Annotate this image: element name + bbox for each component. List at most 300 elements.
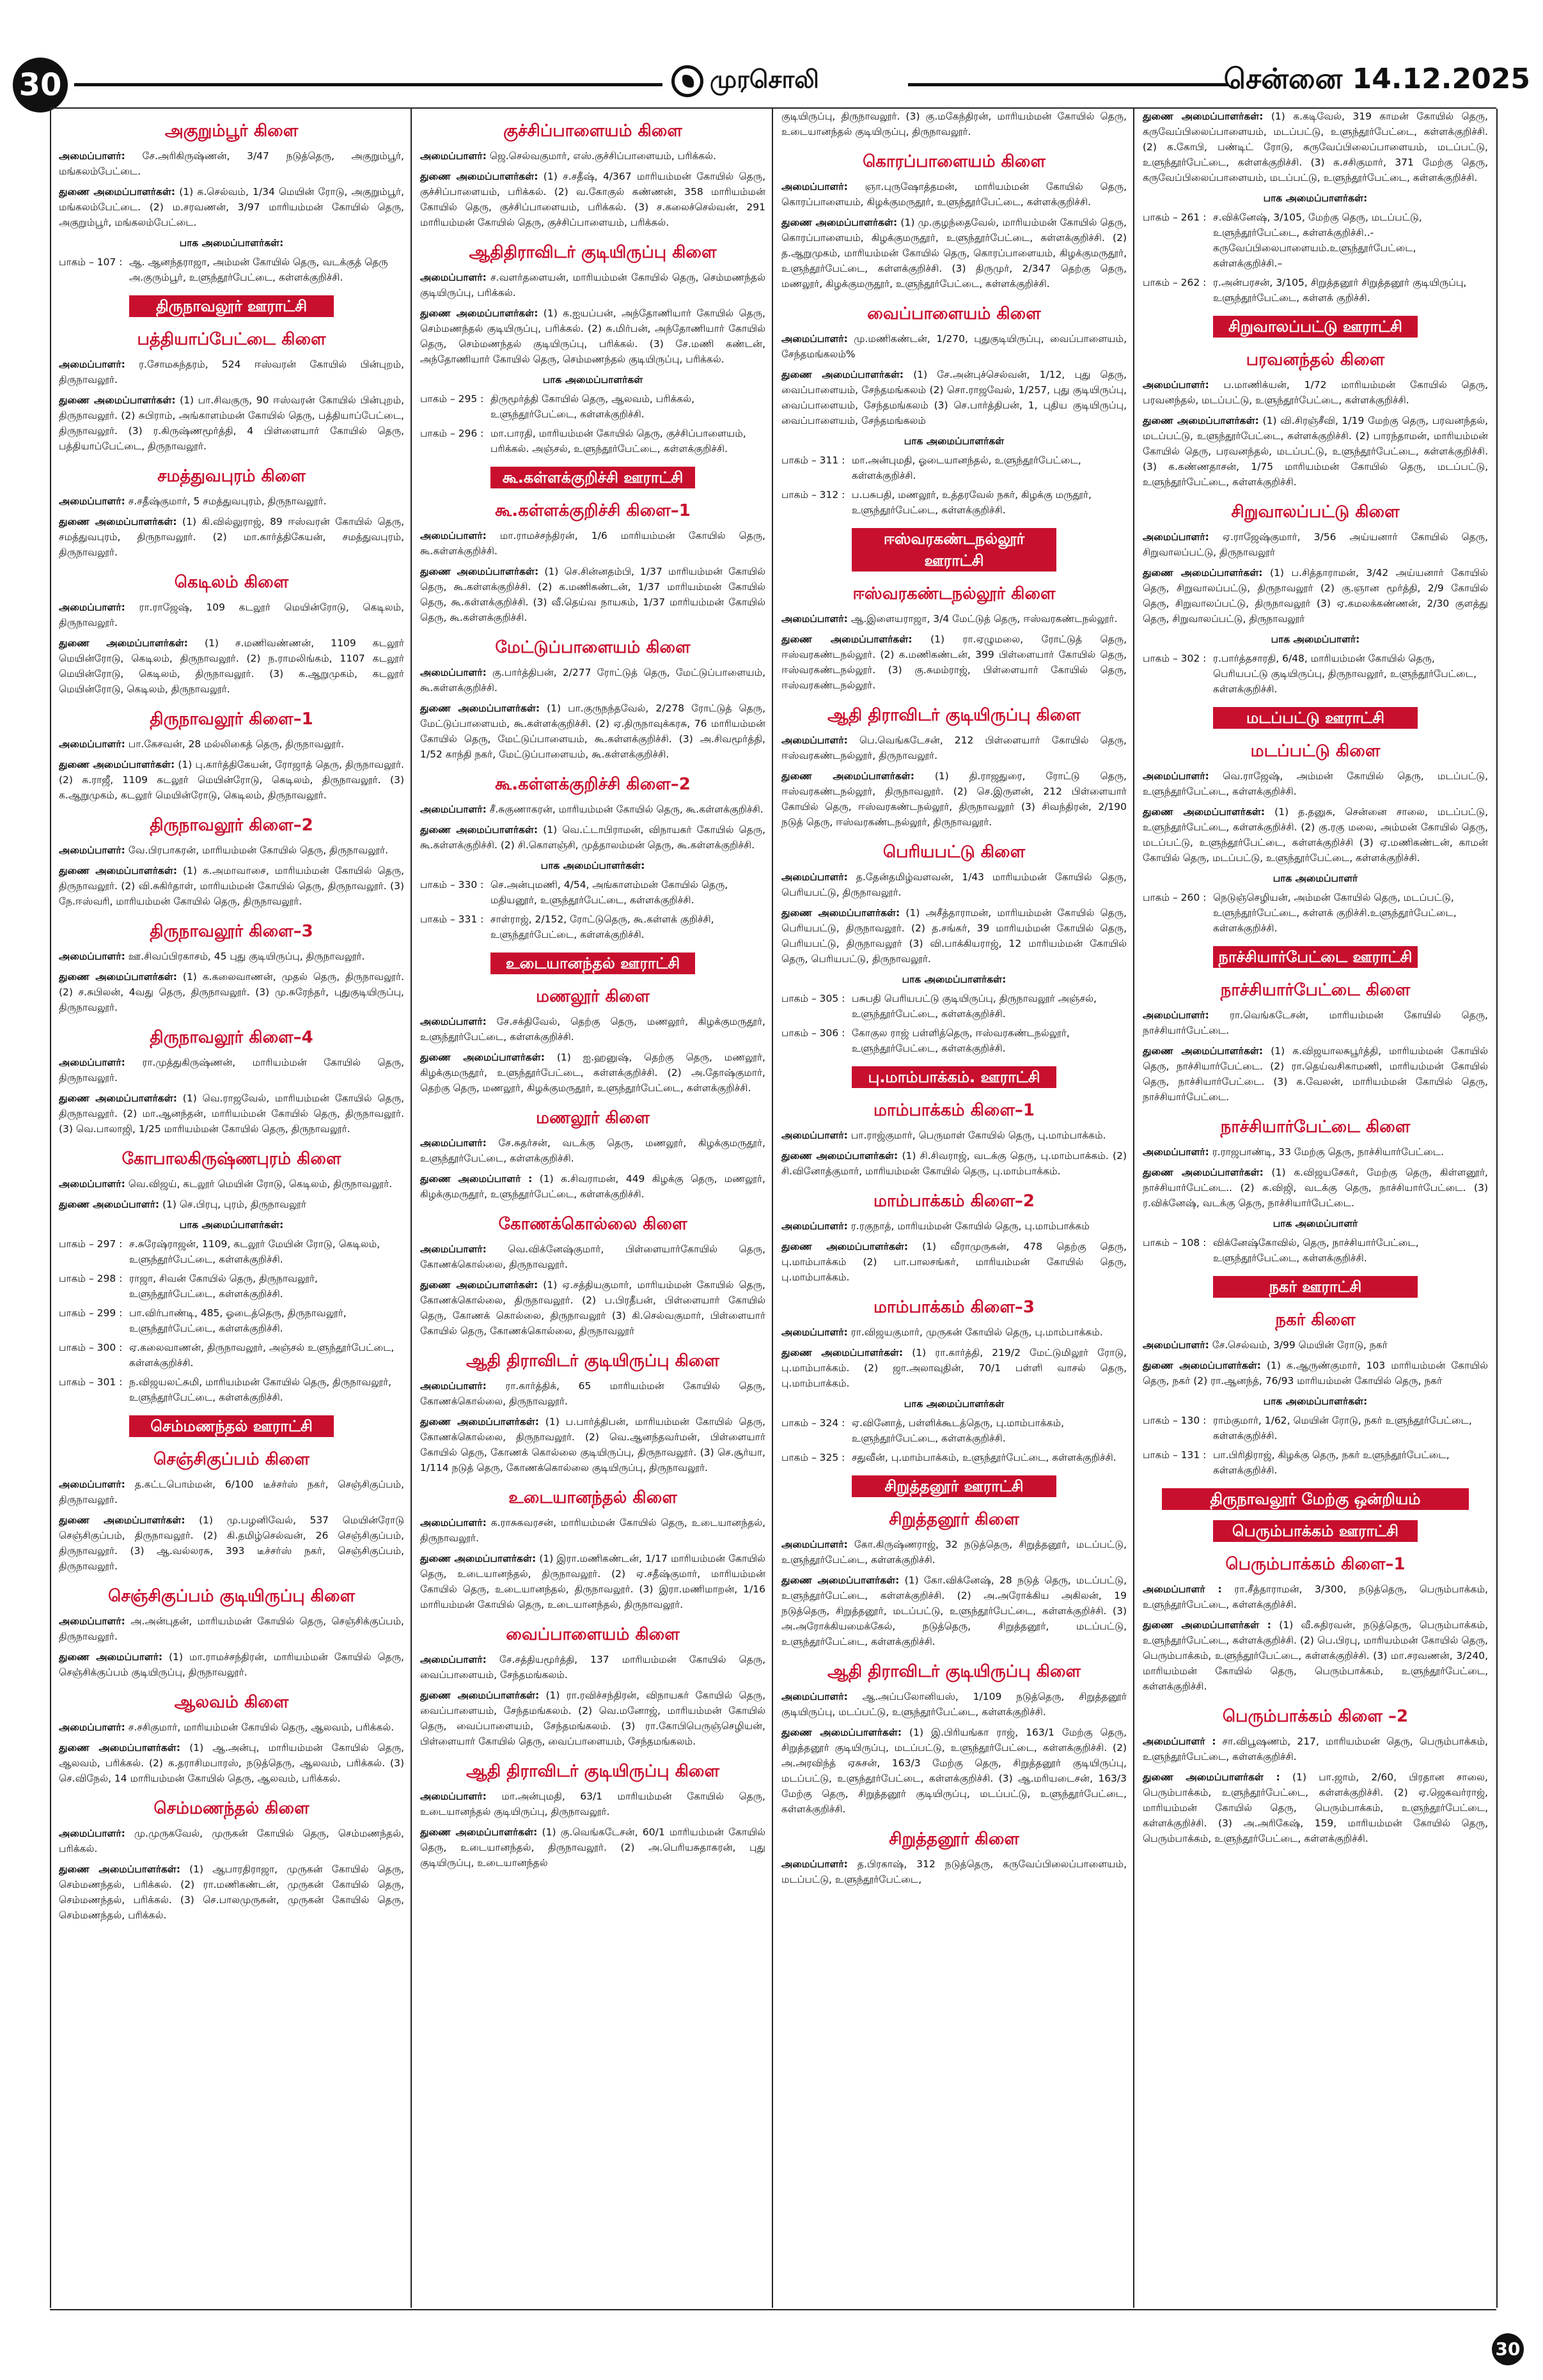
booth-subheading: பாக அமைப்பாளர் — [1273, 873, 1358, 884]
member-entry — [781, 1148, 1127, 1179]
member-entry — [420, 822, 765, 853]
panchayat-band: நகர் ஊராட்சி — [1213, 1276, 1418, 1298]
booth-number: பாகம் – 262 : — [1143, 277, 1207, 288]
booth-number: பாகம் – 130 : — [1143, 1415, 1207, 1426]
booth-number: பாகம் – 298 : — [59, 1273, 123, 1284]
member-details: அ.அன்புதன், மாரியம்மன் கோயில் தெரு, செஞ்சிக்குப்பம், திருநாவலூர். — [59, 1615, 404, 1642]
role-label: துணை அமைப்பாளர்கள்: — [420, 307, 538, 319]
member-entry — [1143, 804, 1488, 866]
panchayat-band: ஈஸ்வரகண்டநல்லூர் ஊராட்சி — [852, 528, 1056, 572]
member-entry — [1143, 1734, 1488, 1764]
booth-entry — [420, 877, 765, 908]
role-label: அமைப்பாளர்: — [781, 735, 848, 746]
booth-entry — [59, 1305, 404, 1336]
booth-address: ப.பசுபதி, மணலூர், உத்தரவேல் நகர், கிழக்கு மருதூர், உளுந்தூர்பேட்டை, கள்ளக்குறிச்சி. — [852, 489, 1092, 516]
booth-address: ஏ.கலைவாணன், திருநாவலூர், அஞ்சல் உளுந்தூர்பேட்டை, கள்ளக்குறிச்சி. — [129, 1342, 395, 1369]
member-details: வே.பிரபாகரன், மாரியம்மன் கோயில் தெரு, திருநாவலூர். — [128, 844, 389, 856]
member-details: (1) வி.சிரஞ்சீவி, 1/19 மேற்கு தெரு, பரவனந்தல், மடப்பட்டு, உளுந்தூர்பேட்டை, கள்ளக்குறிச்சி. (2) பாரந்தாமன், மாரியம்மன் கோயில் தெரு, பரவனந்தல், மடப்பட்டு, உளுந்தூர்பேட்டை, கள்ளக்குறிச்சி. (3) க.கண்ணதாசன், 1/75 மாரியம்மன் கோயில் தெரு, மடப்பட்டு, உளுந்தூர்பேட்டை, கள்ளக்குறிச்சி. — [1143, 415, 1488, 488]
branch-heading: ஈஸ்வரகண்டநல்லூர் கிளை — [852, 584, 1056, 603]
member-entry — [420, 306, 765, 367]
role-label: துணை அமைப்பாளர்கள்: — [420, 824, 538, 836]
branch-heading: மேட்டுப்பாளையம் கிளை — [495, 638, 691, 657]
member-details: ஆ.அப்பலோனியஸ், 1/109 நடுத்தெரு, சிறுத்தனூர் குடியிருப்பு, மடப்பட்டு, உளுந்தூர்பேட்டை, கள்ளக்குறிச்சி. — [781, 1691, 1127, 1718]
role-label: துணை அமைப்பாளர்கள்: — [420, 1690, 540, 1701]
member-entry — [59, 1740, 404, 1786]
booth-entry — [1143, 275, 1488, 306]
role-label: துணை அமைப்பாளர்கள் : — [1143, 1619, 1272, 1631]
member-entry — [781, 1856, 1127, 1887]
booth-entry — [781, 453, 1127, 483]
member-entry — [59, 757, 404, 803]
role-label: அமைப்பாளர்: — [420, 1791, 487, 1802]
booth-number: பாகம் – 302 : — [1143, 653, 1207, 664]
member-details: சீ.சுகுணாகரன், மாரியம்மன் கோயில் தெரு, கூ.கள்ளக்குறிச்சி. — [489, 804, 764, 815]
member-entry — [59, 1091, 404, 1137]
member-entry — [420, 1652, 765, 1683]
member-entry — [1143, 565, 1488, 626]
role-label: துணை அமைப்பாளர்கள்: — [781, 1575, 900, 1586]
member-details: (1) பு.கார்த்திகேயன், ரோஜாத் தெரு, திருநாவலூர். (2) க.ராஜீ, 1109 கடலூர் மெயின்ரோடு, கெடிலம், திருநாவலூர். (3) க.ஆறுமுகம், கடலூர் மெயின்ரோடு, கெடிலம், திருநாவலூர். — [59, 759, 404, 801]
branch-heading: குச்சிப்பாளையம் கிளை — [503, 121, 682, 141]
member-entry — [59, 514, 404, 560]
panchayat-band: திருநாவலூர் ஊராட்சி — [129, 295, 334, 317]
member-entry — [59, 148, 404, 179]
booth-subheading: பாக அமைப்பாளர்கள் — [904, 1398, 1005, 1410]
member-details: பா.ராஜ்குமார், பெருமாள் கோயில் தெரு, பு.மாம்பாக்கம். — [850, 1130, 1106, 1141]
role-label: அமைப்பாளர்: — [781, 333, 848, 345]
role-label: அமைப்பாளர்: — [781, 1691, 848, 1702]
member-details: ரா.சீத்தாராமன், 3/300, நடுத்தெரு, பெரும்பாக்கம், உளுந்தூர்பேட்டை, கள்ளக்குறிச்சி. — [1143, 1583, 1488, 1610]
member-entry — [1143, 1165, 1488, 1211]
branch-heading: மாம்பாக்கம் கிளை–3 — [873, 1298, 1035, 1317]
role-label: அமைப்பாளர்: — [59, 1615, 125, 1627]
branch-heading: பெரும்பாக்கம் கிளை–1 — [1225, 1555, 1406, 1574]
role-label: துணை அமைப்பாளர்கள்: — [1143, 567, 1263, 579]
booth-address: கோகுல ராஜ் பள்ளித்தெரு, ஈஸ்வரகண்டநல்லூர், உளுந்தூர்பேட்டை, கள்ளக்குறிச்சி. — [852, 1027, 1070, 1054]
branch-heading: நகர் கிளை — [1275, 1311, 1356, 1330]
member-entry — [1143, 1769, 1488, 1846]
member-entry — [781, 1537, 1127, 1567]
booth-entry — [1143, 210, 1488, 271]
member-details: கு.பார்த்திபன், 2/277 ரோட்டுத் தெரு, மேட்டுப்பாளையம், கூ.கள்ளக்குறிச்சி. — [420, 667, 765, 694]
role-label: துணை அமைப்பாளர்கள்: — [1143, 1167, 1264, 1178]
role-label: துணை அமைப்பாளர்கள்: — [781, 369, 904, 380]
member-entry — [1143, 1582, 1488, 1612]
member-entry — [420, 148, 765, 164]
booth-number: பாகம் – 311 : — [781, 455, 845, 466]
member-details: ர.ரகுநாத், மாரியம்மன் கோயில் தெரு, பு.மாம்பாக்கம் — [850, 1220, 1090, 1232]
role-label: அமைப்பாளர்: — [420, 272, 487, 283]
role-label: துணை அமைப்பாளர்கள்: — [781, 1150, 898, 1162]
role-label: அமைப்பாளர்: — [420, 804, 487, 815]
branch-heading: கொரப்பாளையம் கிளை — [863, 152, 1046, 171]
role-label: அமைப்பாளர்: — [420, 1137, 487, 1149]
member-entry — [420, 1241, 765, 1272]
branch-heading: திருநாவலூர் கிளை–2 — [150, 816, 313, 835]
member-details: (1) க.விஜயாலசுபூர்த்தி, மாரியம்மன் கோயில் தெரு, நாச்சியார்பேட்டை. (2) ரா.தெய்வசிகாமணி, மாரியம்மன் கோயில் தெரு, நாச்சியார்பேட்டை. (3) க.வேலன், மாரியம்மன் கோயில் தெரு, நாச்சியார்பேட்டை. — [1143, 1045, 1488, 1103]
member-entry — [420, 169, 765, 230]
role-label: அமைப்பாளர்: — [59, 1828, 125, 1839]
member-entry — [420, 564, 765, 625]
branch-heading: நாச்சியார்பேட்டை கிளை — [1220, 1117, 1411, 1137]
member-details: (1) க.ஆருண்குமார், 103 மாரியம்மன் கோயில் தெரு, நகர் (2) ரா.ஆனந்த், 76/93 மாரியம்மன் கோயில் தெரு, நகர் — [1143, 1360, 1488, 1387]
branch-heading: மணலூர் கிளை — [536, 987, 650, 1006]
booth-subheading: பாக அமைப்பாளர்கள்: — [179, 237, 284, 249]
role-label: அமைப்பாளர்: — [420, 530, 487, 541]
booth-address: ர.அன்பரசன், 3/105, சிறுத்தனூர் சிறுத்தனூர் குடியிருப்பு, உளுந்தூர்பேட்டை, கள்ளக் குறிச்சி. — [1213, 277, 1467, 304]
booth-entry — [420, 912, 765, 942]
booth-address: மா.அன்புமதி, ஓடையானந்தல், உளுந்தூர்பேட்டை, கள்ளக்குறிச்சி. — [852, 455, 1081, 481]
member-details: மா.ராமச்சந்திரன், 1/6 மாரியம்மன் கோயில் தெரு, கூ.கள்ளக்குறிச்சி. — [420, 530, 765, 557]
booth-entry — [781, 1450, 1127, 1465]
branch-heading: செஞ்சிகுப்பம் கிளை — [153, 1450, 309, 1469]
member-entry — [781, 1725, 1127, 1817]
panchayat-band: கூ.கள்ளக்குறிச்சி ஊராட்சி — [490, 467, 695, 488]
member-entry — [420, 1824, 765, 1871]
member-entry — [781, 179, 1127, 210]
branch-heading: மாம்பாக்கம் கிளை–2 — [873, 1192, 1035, 1211]
role-label: அமைப்பாளர்: — [59, 359, 125, 370]
branch-heading: பரவனந்தல் கிளை — [1246, 350, 1385, 369]
member-entry — [59, 1862, 404, 1923]
member-details: சே.அரிகிருஷ்ணன், 3/47 நடுத்தெரு, அகுறும்பூர், மங்கலம்பேட்டை. — [59, 150, 404, 177]
role-label: துணை அமைப்பாளர்கள்: — [420, 1416, 539, 1427]
role-label: துணை அமைப்பாளர்கள்: — [59, 865, 178, 876]
panchayat-band: செம்மணந்தல் ஊராட்சி — [129, 1415, 334, 1437]
role-label: அமைப்பாளர்: — [420, 1243, 487, 1255]
member-details: (1) க.கலைவாணன், முதல் தெரு, திருநாவலூர். (2) ச.சுபிலன், 4வது தெரு, திருநாவலூர். (3) மு.சுரேந்தர், புதுகுடியிருப்பு, திருநாவலூர். — [59, 971, 404, 1013]
member-entry — [1143, 1043, 1488, 1105]
role-label: அமைப்பாளர்: — [59, 495, 125, 507]
role-label: அமைப்பாளர்: — [59, 602, 125, 613]
member-entry — [59, 600, 404, 630]
member-details: (1) கோ.விக்னேஷ், 28 நடுத் தெரு, மடப்பட்டு, உளுந்தூர்பேட்டை, கள்ளக்குறிச்சி. (2) அ.அரோக்கிய அகிலன், 19 நடுத்தெரு, சிறுத்தனூர், மடப்பட்டு, உளுந்தூர்பேட்டை, கள்ளக்குறிச்சி. (3) அ.அரோக்கியமைக்கேல், நடுத்தெரு, சிறுத்தனூர், மடப்பட்டு, உளுந்தூர்பேட்டை, கள்ளக்குறிச்சி. — [781, 1575, 1127, 1647]
booth-number: பாகம் – 131 : — [1143, 1449, 1207, 1461]
paper-logo-icon — [671, 65, 703, 97]
role-label: துணை அமைப்பாளர்கள்: — [59, 971, 177, 983]
panchayat-band: பெரும்பாக்கம் ஊராட்சி — [1213, 1520, 1418, 1542]
member-entry — [1143, 109, 1488, 185]
branch-heading: சமத்துவபுரம் கிளை — [157, 467, 306, 486]
booth-number: பாகம் – 312 : — [781, 489, 845, 501]
booth-entry — [1143, 890, 1488, 936]
role-label: அமைப்பாளர்: — [1143, 770, 1209, 782]
role-label: துணை அமைப்பாளர்கள்: — [1143, 1360, 1261, 1371]
booth-number: பாகம் – 325 : — [781, 1452, 845, 1463]
role-label: துணை அமைப்பாளர்கள்: — [781, 634, 912, 645]
role-label: துணை அமைப்பாளர்கள்: — [59, 394, 176, 406]
member-details: (1) க.விஜயசேகர், மேற்கு தெரு, கிள்ளனூர், நாச்சியார்பேட்டை.. (2) க.விஜி, வடக்கு தெரு, நாச்சியார்பேட்டை. (3) ர.விக்னேஷ், வடக்கு தெரு, நாச்சியார்பேட்டை. — [1143, 1167, 1488, 1209]
member-entry — [1143, 413, 1488, 490]
booth-number: பாகம் – 301 : — [59, 1376, 123, 1388]
role-label: துணை அமைப்பாளர்கள்: — [1143, 1045, 1264, 1057]
booth-entry — [1143, 1413, 1488, 1443]
member-entry — [59, 635, 404, 697]
bottom-rule — [50, 2309, 1496, 2310]
member-entry — [420, 802, 765, 817]
member-entry — [59, 1513, 404, 1574]
member-entry — [59, 184, 404, 230]
member-details: (1) கு.வெங்கடேசன், 60/1 மாரியம்மன் கோயில் தெரு, உடையானந்தல், திருநாவலூர். (2) அ.பெரியசுதாகரன், புது குடியிருப்பு, உடையானந்தல் — [420, 1826, 765, 1869]
booth-address: ராம்குமார், 1/62, மெயின் ரோடு, நகர் உளுந்தூர்பேட்டை, கள்ளக்குறிச்சி. — [1213, 1415, 1472, 1442]
member-details: (1) சி.சிவராஜ், வடக்கு தெரு, பு.மாம்பாக்கம். (2) சி.வினோத்குமார், மாரியம்மன் கோயில் தெரு, பு.மாம்பாக்கம். — [781, 1150, 1127, 1177]
role-label: துணை அமைப்பாளர்கள்: — [420, 1553, 537, 1564]
member-entry — [1143, 1358, 1488, 1388]
member-details: வெ.ராஜேஷ், அம்மன் கோயில் தெரு, மடப்பட்டு, உளுந்தூர்பேட்டை, கள்ளக்குறிச்சி. — [1143, 770, 1488, 797]
member-entry — [420, 1171, 765, 1202]
role-label: துணை அமைப்பாளர்கள்: — [781, 1727, 902, 1738]
booth-number: பாகம் – 296 : — [420, 428, 484, 439]
member-entry — [59, 1477, 404, 1507]
role-label: அமைப்பாளர்: — [59, 738, 125, 750]
member-entry — [420, 1277, 765, 1339]
role-label: அமைப்பாளர்: — [420, 150, 487, 162]
member-details: த.தேன்தமிழ்வளவன், 1/43 மாரியம்மன் கோயில் தெரு, பெரியபட்டு, திருநாவலூர். — [781, 871, 1127, 898]
member-details: (1) அசீத்தாராமன், மாரியம்மன் கோயில் தெரு, பெரியபட்டு, திருநாவலூர். (2) த.சங்கர், 39 மாரியம்மன் கோயில் தெரு, பெரியபட்டு, திருநாவலூர் (3) வி.பாக்கியராஜ், 12 மாரியம்மன் கோயில் தெரு, பெரியபட்டு, திருநாவலூர். — [781, 907, 1127, 965]
role-label: அமைப்பாளர்: — [781, 1539, 848, 1550]
column-divider — [1496, 109, 1498, 2308]
member-details: (1) ப.சித்தாராமன், 3/42 அய்யனார் கோயில் தெரு, சிறுவாலப்பட்டு, திருநாவலூர் (2) கு.ஞான மூர்த்தி, 2/9 கோயில் தெரு, சிறுவாலப்பட்டு, திருநாவலூர் (3) ஏ.கமலக்கண்ணன், 2/30 குளத்து தெரு, சிறுவாலப்பட்டு, திருநாவலூர் — [1143, 567, 1488, 625]
booth-subheading: பாக அமைப்பாளர்கள்: — [540, 860, 645, 871]
branch-heading: கூ.கள்ளக்குறிச்சி கிளை–2 — [495, 775, 691, 794]
continued-text: குடியிருப்பு, திருநாவலூர். (3) கு.மகேந்திரன், மாரியம்மன் கோயில் தெரு, உடையானந்தல் குடியிருப்பு, திருநாவலூர். — [781, 111, 1127, 137]
role-label: அமைப்பாளர்: — [420, 667, 487, 678]
member-entry — [781, 611, 1127, 626]
booth-address: பசுபதி பெரியபட்டு குடியிருப்பு, திருநாவலூர் அஞ்சல், உளுந்தூர்பேட்டை, கள்ளக்குறிச்சி. — [852, 993, 1097, 1020]
role-label: துணை அமைப்பாளர்கள்: — [59, 637, 189, 649]
member-entry — [420, 1551, 765, 1612]
member-details: ஆ.இளையராஜா, 3/4 மேட்டுத் தெரு, ஈஸ்வரகண்டநல்லூர். — [850, 613, 1118, 625]
booth-number: பாகம் – 107 : — [59, 256, 123, 268]
booth-entry — [1143, 651, 1488, 697]
member-entry — [420, 665, 765, 696]
role-label: துணை அமைப்பாளர்: — [59, 1651, 163, 1663]
role-label: துணை அமைப்பாளர்கள்: — [420, 171, 538, 182]
booth-address: பா.பிரிதிராஜ், கிழக்கு தெரு, நகர் உளுந்தூர்பேட்டை, கள்ளக்குறிச்சி. — [1213, 1449, 1450, 1476]
member-details: வெ.விக்னேஷ்குமார், பிள்ளையார்கோயில் தெரு, கோணக்கொல்லை, திருநாவலூர். — [420, 1243, 765, 1270]
booth-number: பாகம் – 330 : — [420, 879, 484, 891]
booth-subheading: பாக அமைப்பாளர் — [1273, 1218, 1358, 1229]
member-entry — [781, 1128, 1127, 1143]
masthead-rule-left — [74, 83, 662, 86]
member-details: பெ.வெங்கடேசன், 212 பிள்ளையார் கோயில் தெரு, ஈஸ்வரகண்டநல்லூர், திருநாவலூர். — [781, 735, 1127, 761]
branch-heading: வைப்பாளையம் கிளை — [506, 1625, 680, 1644]
role-label: அமைப்பாளர்: — [59, 150, 125, 162]
booth-entry — [781, 487, 1127, 518]
role-label: துணை அமைப்பாளர்கள்: — [1143, 111, 1264, 122]
role-label: அமைப்பாளர்: — [781, 1130, 848, 1141]
member-entry — [1143, 529, 1488, 560]
member-entry — [420, 1014, 765, 1045]
booth-subheading: பாக அமைப்பாளர்: — [1271, 634, 1360, 645]
member-entry — [781, 215, 1127, 292]
member-entry — [59, 1176, 404, 1192]
booth-entry — [781, 1415, 1127, 1446]
branch-heading: மடப்பட்டு கிளை — [1250, 742, 1381, 761]
member-details: ரா.விஜயகுமார், முருகன் கோயில் தெரு, பு.மாம்பாக்கம். — [850, 1326, 1103, 1338]
member-details: ர.ராஜபாண்டி, 33 மேற்கு தெரு, நாச்சியார்பேட்டை. — [1212, 1146, 1445, 1158]
member-details: (1) ஏ.சத்தியகுமார், மாரியம்மன் கோயில் தெரு, கோணக்கொல்லை, திருநாவலூர். (2) ப.பிரதீபன், பிள்ளையார் கோயில் தெரு, கோணக் கொல்லை, திருநாவலூர் (3) கி.செல்வகுமார், பிள்ளையார் கோயில் தெரு, கோணக்கொல்லை, திருநாவலூர் — [420, 1279, 765, 1337]
role-label: அமைப்பாளர்: — [59, 1057, 125, 1068]
role-label: துணை அமைப்பாளர்கள்: — [420, 703, 540, 714]
branch-heading: ஆதி திராவிடர் குடியிருப்பு கிளை — [827, 706, 1081, 725]
role-label: அமைப்பாளர்: — [59, 1722, 125, 1733]
branch-heading: ஆதி திராவிடர் குடியிருப்பு கிளை — [466, 1762, 719, 1781]
role-label: அமைப்பாளர்: — [59, 1178, 125, 1190]
member-details: ச.சதீஷ்குமார், 5 சமத்துவபுரம், திருநாவலூர். — [128, 495, 327, 507]
member-details: ரா.முத்துகிருஷ்ணன், மாரியம்மன் கோயில் தெரு, திருநாவலூர். — [59, 1057, 404, 1084]
member-entry — [59, 736, 404, 752]
branch-heading: சிறுவாலப்பட்டு கிளை — [1231, 502, 1400, 522]
booth-number: பாகம் – 331 : — [420, 914, 484, 925]
role-label: அமைப்பாளர்: — [781, 613, 848, 625]
member-details: (1) க.செல்வம், 1/34 மெயின் ரோடு, அகுறும்பூர், மங்கலம்பேட்டை. (2) ம.சரவணன், 3/97 மாரியம்மன் கோயில் தெரு, அகுறும்பூர், மங்கலம்பேட்டை. — [59, 186, 404, 228]
role-label: துணை அமைப்பாளர்கள்: — [1143, 415, 1259, 426]
booth-address: ஏ.வினோத், பள்ளிக்கூடத்தெரு, பு.மாம்பாக்கம், உளுந்தூர்பேட்டை, கள்ளக்குறிச்சி. — [852, 1417, 1065, 1444]
booth-address: செ.அன்புமணி, 4/54, அங்காளம்மன் கோயில் தெரு, மதியனூர், உளுந்தூர்பேட்டை, கள்ளக்குறிச்சி. — [490, 879, 728, 906]
booth-entry — [420, 391, 765, 422]
member-details: (1) ஆபாரதிராஜா, முருகன் கோயில் தெரு, செம்மணந்தல், பரிக்கல். (2) ரா.மணிகண்டன், முருகன் கோயில் தெரு, செம்மணந்தல், பரிக்கல். (3) செ.பாலமுருகன், முருகன் கோயில் தெரு, செம்மணந்தல், பரிக்கல். — [59, 1863, 404, 1921]
member-details: (1) தி.ராஜதுரை, ரோட்டு தெரு, ஈஸ்வரகண்டநல்லூர், திருநாவலூர். (2) செ.இருளன், 212 பிள்ளையார் கோயில் தெரு, ஈஸ்வரகண்டநல்லூர், திருநாவலூர் (3) சிவந்திரன், 2/190 நடுத் தெரு, ஈஸ்வரகண்டநல்லூர், திருநாவலூர். — [781, 770, 1127, 828]
member-details: (1) பா.ஜாம், 2/60, பிரதான சாலை, பெரும்பாக்கம், உளுந்தூர்பேட்டை, கள்ளக்குறிச்சி. (2) ஏ.ஜெகவர்ராஜ், மாரியம்மன் கோயில் தெரு, பெரும்பாக்கம், உளுந்தூர்பேட்டை, கள்ளக்குறிச்சி. (3) அ.அரிகேஷ், 159, மாரியம்மன் கோயில் தெரு, பெரும்பாக்கம், உளுந்தூர்பேட்டை, கள்ளக்குறிச்சி. — [1143, 1771, 1488, 1844]
booth-address: திருமூர்த்தி கோயில் தெரு, ஆலவம், பரிக்கல், உளுந்தூர்பேட்டை, கள்ளக்குறிச்சி. — [490, 393, 695, 420]
booth-address: நெடுஞ்செழியன், அம்மன் கோயில் தெரு, மடப்பட்டு, உளுந்தூர்பேட்டை, கள்ளக் குறிச்சி.உளுந்தூர்பேட்டை, கள்ளக்குறிச்சி. — [1213, 892, 1457, 934]
member-details: (1) க.அமாவாசை, மாரியம்மன் கோயில் தெரு, திருநாவலூர். (2) வி.சுகிர்தாள், மாரியம்மன் கோயில் தெரு, திருநாவலூர். (3) நே.ஈஸ்வரி, மாரியம்மன் கோயில் தெரு, திருநாவலூர். — [59, 865, 404, 907]
booth-subheading: பாக அமைப்பாளர்கள்: — [902, 974, 1006, 985]
role-label: துணை அமைப்பாளர்கள்: — [420, 566, 539, 577]
member-details: (1) க.ஐயப்பன், அந்தோணியார் கோயில் தெரு, செம்மணந்தல் குடியிருப்பு, பரிக்கல். (2) சு.மிர்பன், அந்தோணியார் கோயில் தெரு, செம்மணந்தல் குடியிருப்பு, பரிக்கல். (3) சே.மணி கண்டன், அந்தோணியார் கோயில் தெரு, செம்மணந்தல் குடியிருப்பு, பரிக்கல். — [420, 307, 765, 365]
branch-heading: ஆதிதிராவிடர் குடியிருப்பு கிளை — [469, 243, 717, 262]
member-entry — [781, 1689, 1127, 1720]
booth-entry — [781, 991, 1127, 1022]
branch-heading: பெரும்பாக்கம் கிளை –2 — [1222, 1707, 1409, 1726]
branch-heading: நாச்சியார்பேட்டை கிளை — [1220, 981, 1411, 1000]
member-entry — [781, 1239, 1127, 1285]
member-details: (1) ச.சதீஷ், 4/367 மாரியம்மன் கோயில் தெரு, குச்சிப்பாளையம், பரிக்கல். (2) வ.கோகுல் கண்ணன், 358 மாரியம்மன் கோயில் தெரு, குச்சிப்பாளையம், பரிக்கல். (3) ச.கலைச்செல்வன், 291 மாரியம்மன் கோயில் தெரு, குச்சிப்பாளையம், பரிக்கல். — [420, 171, 765, 228]
booth-entry — [59, 1236, 404, 1267]
member-details: ர.சோமசுந்தரம், 524 ஈஸ்வரன் கோயில் பின்புறம், திருநாவலூர். — [59, 359, 404, 385]
member-details: மு.மணிகண்டன், 1/270, புதுகுடியிருப்பு, வைப்பாளையம், சேந்தமங்கலம்% — [781, 333, 1127, 360]
role-label: அமைப்பாளர் : — [1143, 1583, 1222, 1595]
member-entry — [1143, 1337, 1488, 1353]
branch-heading: கெடிலம் கிளை — [174, 573, 289, 592]
booth-address: ர.பார்த்தசாரதி, 6/48, மாரியம்மன் கோயில் தெரு, பெரியபட்டு குடியிருப்பு, திருநாவலூர், உளுந்தூர்பேட்டை, கள்ளக்குறிச்சி. — [1213, 653, 1476, 695]
role-label: துணை அமைப்பாளர்கள்: — [59, 516, 177, 527]
booth-number: பாகம் – 261 : — [1143, 212, 1207, 223]
role-label: அமைப்பாளர்: — [781, 1858, 848, 1870]
branch-heading: கூ.கள்ளக்குறிச்சி கிளை–1 — [495, 501, 691, 520]
booth-number: பாகம் – 297 : — [59, 1238, 123, 1250]
booth-address: ச.சுரேஷ்ராஜன், 1109, கடலூர் மேயின் ரோடு, கெடிலம், உளுந்தூர்பேட்டை, கள்ளக்குறிச்சி. — [129, 1238, 380, 1265]
member-details: (1) ரா.கார்த்தி, 219/2 மேட்டுமிலூர் ரோடு, பு.மாம்பாக்கம். (2) ஜா.அலாவுதின், 70/1 பள்ளி வாசல் தெரு, பு.மாம்பாக்கம். — [781, 1347, 1127, 1389]
branch-heading: சிறுத்தனூர் கிளை — [889, 1830, 1019, 1849]
role-label: துணை அமைப்பாளர்கள்: — [781, 1241, 909, 1252]
column-1 — [59, 109, 404, 2308]
booth-number: பாகம் – 260 : — [1143, 892, 1207, 903]
role-label: அமைப்பாளர்: — [781, 871, 848, 883]
member-entry — [781, 768, 1127, 830]
member-entry — [59, 969, 404, 1015]
member-details: க.ராசுகவரசன், மாரியம்மன் கோயில் தெரு, உடையானந்தல், திருநாவலூர். — [420, 1517, 765, 1544]
member-details: சே.சுதர்சன், வடக்கு தெரு, மணலூர், கிழக்குமருதூர், உளுந்தூர்பேட்டை, கள்ளக்குறிச்சி. — [420, 1137, 765, 1164]
member-entry — [781, 1345, 1127, 1391]
columns-frame — [59, 109, 1491, 2308]
branch-heading: வைப்பாளையம் கிளை — [867, 304, 1041, 323]
column-4 — [1143, 109, 1488, 2308]
footer-page-number: 30 — [1492, 2333, 1524, 2365]
panchayat-band: உடையானந்தல் ஊராட்சி — [490, 953, 695, 974]
member-entry — [59, 357, 404, 387]
booth-subheading: பாக அமைப்பாளர்கள் — [542, 374, 643, 385]
booth-number: பாகம் – 324 : — [781, 1417, 845, 1429]
booth-entry — [59, 254, 404, 285]
booth-address: ந.விஜயலட்சுமி, மாரியம்மன் கோயில் தெரு, திருநாவலூர், உளுந்தூர்பேட்டை, கள்ளக்குறிச்சி. — [129, 1376, 392, 1403]
booth-number: பாகம் – 306 : — [781, 1027, 845, 1039]
member-details: (1) செ.சின்னதம்பி, 1/37 மாரியம்மன் கோயில் தெரு, கூ.கள்ளக்குறிச்சி. (2) க.மணிகண்டன், 1/37 மாரியம்மன் கோயில் தெரு, கூ.கள்ளக்குறிச்சி. (3) வீ.தெய்வ நாயகம், 1/37 மாரியம்மன் கோயில் தெரு, கூ.கள்ளக்குறிச்சி. — [420, 566, 765, 623]
booth-subheading: பாக அமைப்பாளர்கள்: — [1263, 1396, 1368, 1407]
booth-subheading: பாக அமைப்பாளர்கள்: — [1263, 192, 1368, 204]
member-details: (1) க.கடிவேல், 319 காமன் கோயில் தெரு, கருவேப்பிலைப்பாளையம், மடப்பட்டு, உளுந்தூர்பேட்டை, கள்ளக்குறிச்சி. (2) க.கோபி, பண்டிட் ரோடு, கருவேப்பிலைப்பாளையம், மடப்பட்டு, உளுந்தூர்பேட்டை, கள்ளக்குறிச்சி. (3) க.சசிகுமார், 371 மேற்கு தெரு, கருவேப்பிலைப்பாளையம், மடப்பட்டு, உளுந்தூர்பேட்டை, கள்ளக்குறிச்சி. — [1143, 111, 1488, 183]
branch-heading: கோபாலகிருஷ்ணபுரம் கிளை — [121, 1149, 341, 1169]
booth-address: ஆ. ஆனந்தராஜா, அம்மன் கோயில் தெரு, வடக்குத் தெரு அ.குரும்பூர், உளுந்தூர்பேட்டை, கள்ளக்குறிச்சி. — [129, 256, 388, 283]
booth-entry — [59, 1340, 404, 1371]
member-entry — [420, 1789, 765, 1819]
role-label: துணை அமைப்பாளர்கள்: — [420, 1279, 538, 1291]
column-3 — [781, 109, 1127, 2308]
branch-heading: அகுறும்பூர் கிளை — [164, 121, 299, 141]
member-entry — [420, 1688, 765, 1749]
member-details: மு.முருகவேல், முருகன் கோயில் தெரு, செம்மணந்தல், பரிக்கல். — [59, 1828, 404, 1855]
member-entry — [420, 1378, 765, 1409]
panchayat-band: சிறுத்தனூர் ஊராட்சி — [852, 1475, 1056, 1497]
booth-entry — [59, 1271, 404, 1302]
booth-address: சதுவீன், பு.மாம்பாக்கம், உளுந்தூர்பேட்டை, கள்ளக்குறிச்சி. — [852, 1452, 1116, 1463]
member-entry — [420, 701, 765, 762]
member-entry — [59, 1197, 404, 1212]
member-entry — [1143, 1617, 1488, 1694]
role-label: துணை அமைப்பாளர்கள்: — [781, 907, 900, 919]
member-entry — [420, 1050, 765, 1096]
member-details: பா.கேசவன், 28 மல்லிகைத் தெரு, திருநாவலூர். — [128, 738, 345, 750]
member-entry — [781, 632, 1127, 693]
page-number-badge: 30 — [13, 58, 68, 113]
role-label: அமைப்பாளர்: — [420, 1016, 487, 1027]
member-details: ஜெ.செல்வகுமார், எஸ்.குச்சிப்பாளையம், பரிக்கல். — [489, 150, 717, 162]
member-details: த.பிரகாஷ், 312 நடுத்தெரு, கருவேப்பிலைப்பாளையம், மடப்பட்டு, உளுந்தூர்பேட்டை, — [781, 1858, 1127, 1885]
member-entry — [420, 1135, 765, 1166]
member-details: சே.சத்தியமூர்த்தி, 137 மாரியம்மன் கோயில் தெரு, வைப்பாளையம், சேந்தமங்கலம். — [420, 1654, 765, 1681]
booth-number: பாகம் – 305 : — [781, 993, 845, 1004]
member-entry — [781, 1218, 1127, 1234]
role-label: துணை அமைப்பாளர்கள்: — [781, 770, 914, 782]
branch-heading: ஆதி திராவிடர் குடியிருப்பு கிளை — [466, 1351, 719, 1371]
member-details: (1) த.தனுசு, சென்னை சாலை, மடப்பட்டு, உளுந்தூர்பேட்டை, கள்ளக்குறிச்சி. (2) கு.ரகு மலை, அம்மன் கோயில் தெரு, மடப்பட்டு, உளுந்தூர்பேட்டை, கள்ளக்குறிச்சி (3) ஏ.மணிகண்டன், காமன் கோயில் தெரு, மடப்பட்டு, உளுந்தூர்பேட்டை, கள்ளக்குறிச்சி. — [1143, 806, 1488, 864]
branch-heading: பெரியபட்டு கிளை — [882, 843, 1026, 862]
member-entry — [59, 1720, 404, 1735]
member-details: (1) க.சிவராமன், 449 கிழக்கு தெரு, மணலூர், கிழக்குமருதூர், உளுந்தூர்பேட்டை, கள்ளக்குறிச்சி. — [420, 1173, 765, 1200]
branch-heading: செம்மணந்தல் கிளை — [153, 1799, 309, 1818]
booth-number: பாகம் – 300 : — [59, 1342, 123, 1353]
member-entry — [1143, 1144, 1488, 1160]
booth-entry — [420, 426, 765, 456]
member-details: (1) இ.பிரியங்கா ராஜ், 163/1 மேற்கு தெரு, சிறுத்தனூர் குடியிருப்பு, மடப்பட்டு, உளுந்தூர்பேட்டை, கள்ளக்குறிச்சி. (2) அ.அரவிந்த் ஏசுசன், 163/3 மேற்கு தெரு, சிறுத்தனூர் குடியிருப்பு, மடப்பட்டு, உளுந்தூர்பேட்டை, கள்ளக்குறிச்சி. (3) ஆ.மரியடைசன், 163/3 மேற்கு தெரு, சிறுத்தனூர் குடியிருப்பு, மடப்பட்டு, உளுந்தூர்பேட்டை, கள்ளக்குறிச்சி. — [781, 1727, 1127, 1815]
member-entry — [781, 733, 1127, 763]
member-details: ரா.வெங்கடேசன், மாரியம்மன் கோயில் தெரு, நாச்சியார்பேட்டை. — [1143, 1009, 1488, 1036]
branch-heading: திருநாவலூர் கிளை–1 — [150, 710, 313, 729]
branch-heading: திருநாவலூர் கிளை–3 — [150, 922, 313, 941]
member-details: (1) வெ.ராஜவேல், மாரியம்மன் கோயில் தெரு, திருநாவலூர். (2) மா.ஆனந்தன், மாரியம்மன் கோயில் தெரு, திருநாவலூர். (3) வெ.பாலாஜி, 1/25 மாரியம்மன் கோயில் தெரு, திருநாவலூர். — [59, 1093, 404, 1135]
member-entry — [59, 1055, 404, 1085]
